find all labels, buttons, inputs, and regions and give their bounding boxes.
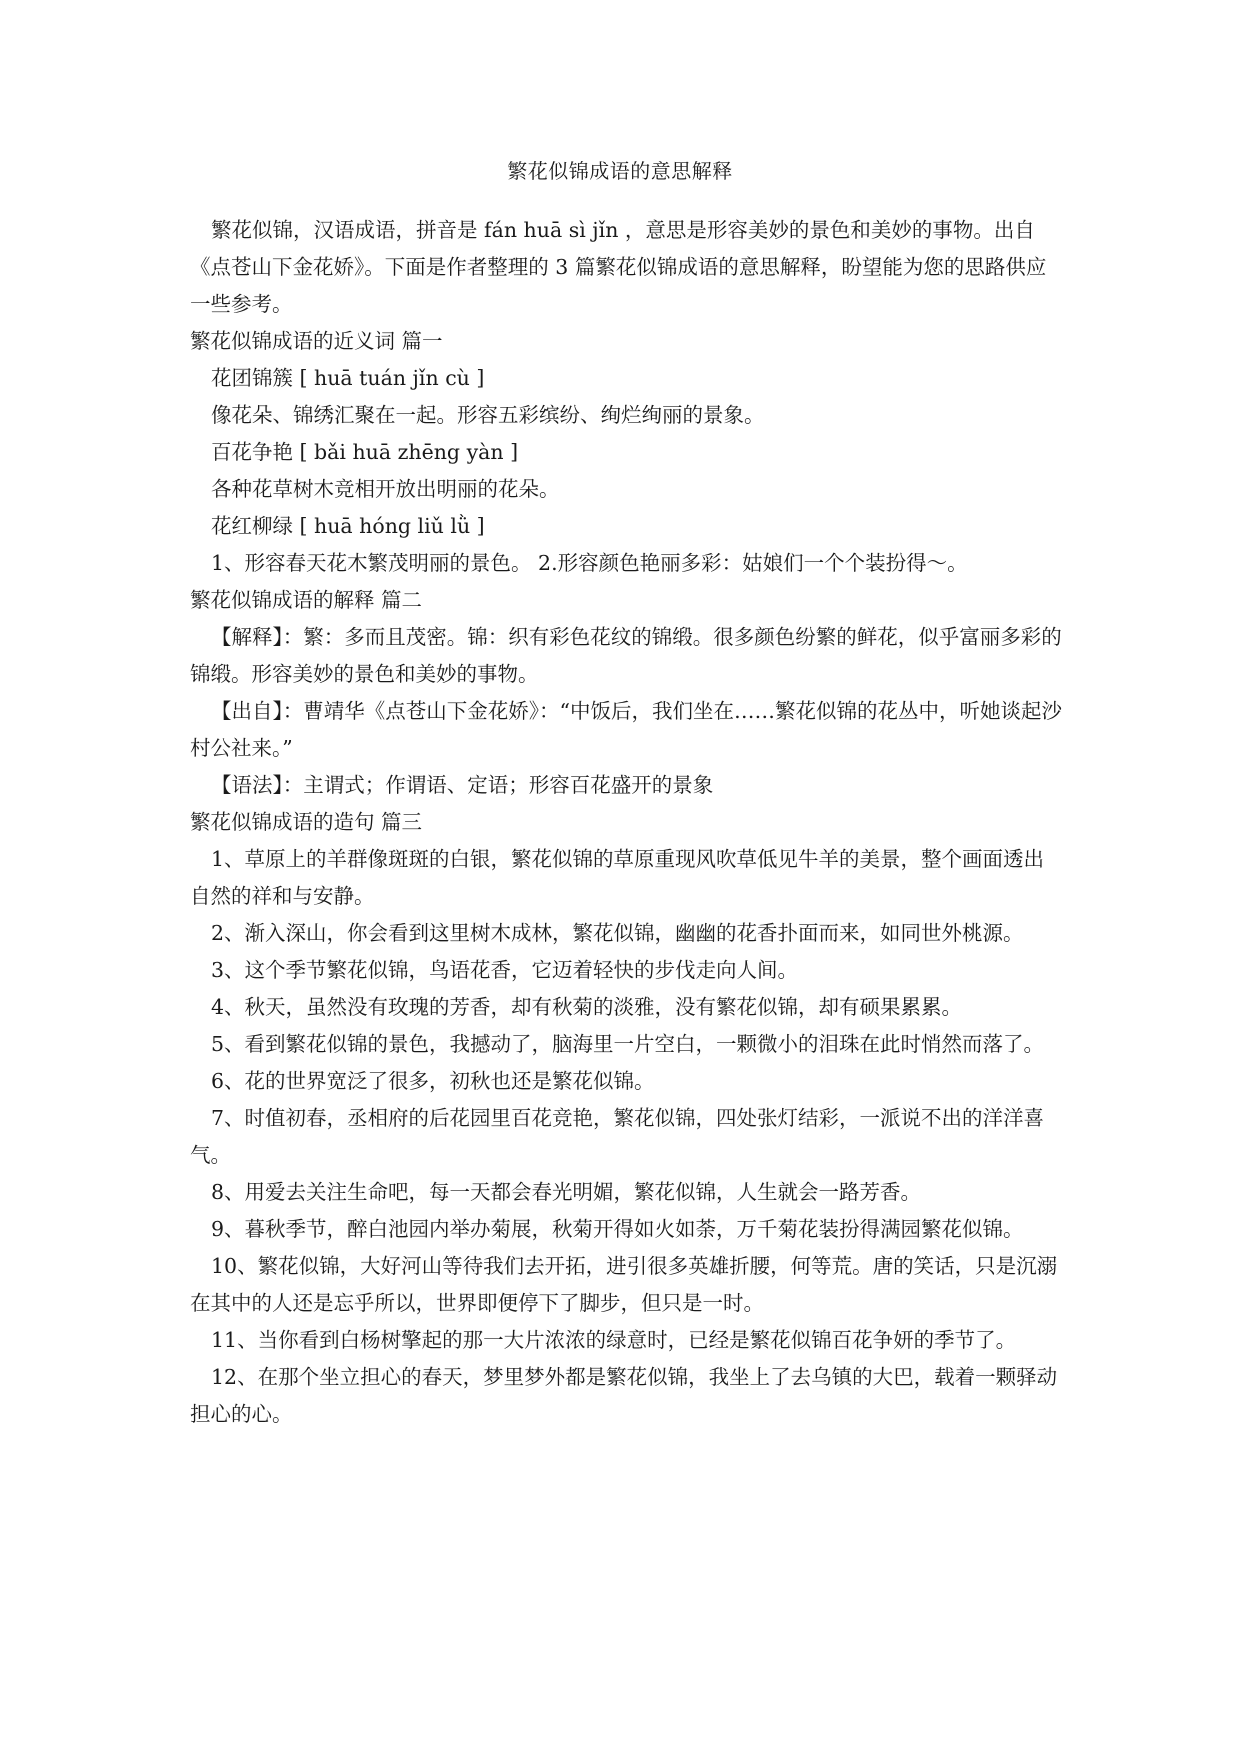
paragraph: 像花朵、锦绣汇聚在一起。形容五彩缤纷、绚烂绚丽的景象。 xyxy=(211,403,765,427)
paragraph: 【解释】：繁：多而且茂密。锦：织有彩色花纹的锦缎。很多颜色纷繁的鲜花，似乎富丽多彩的锦缎。形容美妙的景色和美妙的事物。 xyxy=(190,625,1062,686)
paragraph: 花红柳绿 [ huā hóng liǔ lǜ ] xyxy=(211,514,485,538)
paragraph: 1、草原上的羊群像斑斑的白银，繁花似锦的草原重现风吹草低见牛羊的美景，整个画面透出自然的祥和与安静。 xyxy=(190,847,1045,908)
paragraph: 6、花的世界宽泛了很多，初秋也还是繁花似锦。 xyxy=(211,1069,655,1093)
paragraph: 9、暮秋季节，醉白池园内举办菊展，秋菊开得如火如荼，万千菊花装扮得满园繁花似锦。 xyxy=(211,1217,1024,1241)
section-heading: 繁花似锦成语的解释 篇二 xyxy=(190,588,423,612)
document-title: 繁花似锦成语的意思解释 xyxy=(507,159,733,183)
document-body xyxy=(190,212,1062,1433)
paragraph: 11、当你看到白杨树擎起的那一大片浓浓的绿意时，已经是繁花似锦百花争妍的季节了。 xyxy=(211,1328,1017,1352)
paragraph: 1、形容春天花木繁茂明丽的景色。 2.形容颜色艳丽多彩：姑娘们一个个装扮得～。 xyxy=(211,551,968,575)
paragraph: 3、这个季节繁花似锦，鸟语花香，它迈着轻快的步伐走向人间。 xyxy=(211,958,799,982)
paragraph: 12、在那个坐立担心的春天，梦里梦外都是繁花似锦，我坐上了去乌镇的大巴，载着一颗驿动担心的心。 xyxy=(190,1365,1058,1426)
paragraph: 【出自】：曹靖华《点苍山下金花娇》：“中饭后，我们坐在……繁花似锦的花丛中，听她谈起沙村公社来。” xyxy=(190,699,1062,760)
paragraph: 2、渐入深山，你会看到这里树木成林，繁花似锦，幽幽的花香扑面而来，如同世外桃源。 xyxy=(211,921,1024,945)
paragraph: 5、看到繁花似锦的景色，我撼动了，脑海里一片空白，一颗微小的泪珠在此时悄然而落了。 xyxy=(211,1032,1045,1056)
section-heading: 繁花似锦成语的近义词 篇一 xyxy=(190,329,443,353)
paragraph: 各种花草树木竞相开放出明丽的花朵。 xyxy=(211,477,560,501)
paragraph: 繁花似锦，汉语成语，拼音是 fán huā sì jǐn ，意思是形容美妙的景色和美妙的事物。出自《点苍山下金花娇》。下面是作者整理的 3 篇繁花似锦成语的意思解释，盼望能为您的思路供应一些参考。 xyxy=(190,218,1047,316)
paragraph: 7、时值初春，丞相府的后花园里百花竞艳，繁花似锦，四处张灯结彩，一派说不出的洋洋喜气。 xyxy=(190,1106,1045,1167)
paragraph: 百花争艳 [ bǎi huā zhēng yàn ] xyxy=(211,440,519,464)
paragraph: 8、用爱去关注生命吧，每一天都会春光明媚，繁花似锦，人生就会一路芳香。 xyxy=(211,1180,922,1204)
paragraph: 【语法】：主谓式；作谓语、定语；形容百花盛开的景象 xyxy=(211,773,714,797)
section-heading: 繁花似锦成语的造句 篇三 xyxy=(190,810,423,834)
paragraph: 10、繁花似锦，大好河山等待我们去开拓，进引很多英雄折腰，何等荒。唐的笑话，只是沉溺在其中的人还是忘乎所以，世界即便停下了脚步，但只是一时。 xyxy=(190,1254,1058,1315)
paragraph: 4、秋天，虽然没有玫瑰的芳香，却有秋菊的淡雅，没有繁花似锦，却有硕果累累。 xyxy=(211,995,963,1019)
paragraph: 花团锦簇 [ huā tuán jǐn cù ] xyxy=(211,366,485,390)
